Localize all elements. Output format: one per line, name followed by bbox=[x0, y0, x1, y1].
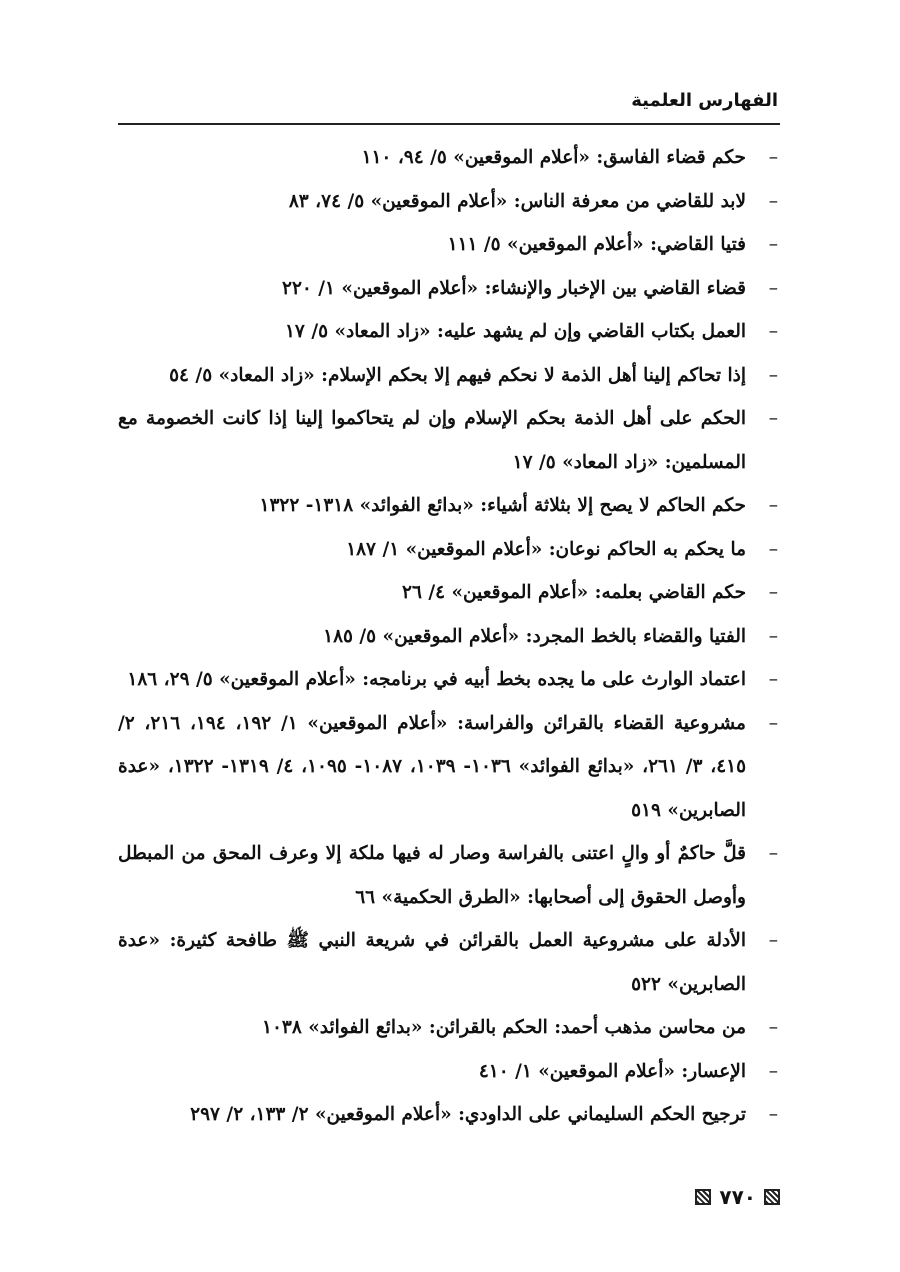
index-entry bbox=[118, 267, 778, 311]
index-entry bbox=[118, 397, 778, 484]
index-entry bbox=[118, 180, 778, 224]
entry-text: حكم الحاكم لا يصح إلا بثلاثة أشياء: «بدائع الفوائد» ١٣١٨- ١٣٢٢ bbox=[259, 495, 746, 516]
index-entry bbox=[118, 1050, 778, 1094]
index-entry bbox=[118, 528, 778, 572]
entry-text: مشروعية القضاء بالقرائن والفراسة: «أعلام الموقعين» ١/ ١٩٢، ١٩٤، ٢١٦، ٢/ ٤١٥، ٣/ ٢٦١، «بدائع الفوائد» ١٠٣٦- ١٠٣٩، ١٠٨٧- ١٠٩٥، ٤/ ١٣١٩- ١٣٢٢، «عدة الصابرين» ٥١٩ bbox=[118, 712, 747, 821]
entry-dash: – bbox=[768, 712, 778, 734]
ornament-icon bbox=[695, 1189, 711, 1205]
entry-text: حكم القاضي بعلمه: «أعلام الموقعين» ٤/ ٢٦ bbox=[402, 582, 746, 603]
entry-dash: – bbox=[768, 277, 778, 299]
index-entry bbox=[118, 832, 778, 919]
entry-text: لابد للقاضي من معرفة الناس: «أعلام الموقعين» ٥/ ٧٤، ٨٣ bbox=[288, 190, 746, 212]
index-entry bbox=[118, 1006, 778, 1050]
page-number: ٧٧٠ bbox=[719, 1185, 756, 1209]
entry-text: إذا تحاكم إلينا أهل الذمة لا نحكم فيهم إلا بحكم الإسلام: «زاد المعاد» ٥/ ٥٤ bbox=[169, 364, 746, 386]
entry-text: الفتيا والقضاء بالخط المجرد: «أعلام الموقعين» ٥/ ١٨٥ bbox=[323, 625, 746, 647]
entry-dash: – bbox=[768, 582, 778, 603]
ornament-icon bbox=[764, 1189, 780, 1205]
page-footer bbox=[695, 1185, 780, 1209]
entry-text: من محاسن مذهب أحمد: الحكم بالقرائن: «بدائع الفوائد» ١٠٣٨ bbox=[262, 1017, 746, 1038]
entry-dash: – bbox=[768, 843, 778, 864]
entry-dash: – bbox=[768, 190, 778, 212]
entry-dash: – bbox=[768, 495, 778, 516]
entry-text: الأدلة على مشروعية العمل بالقرائن في شريعة النبي ﷺ طافحة كثيرة: «عدة الصابرين» ٥٢٢ bbox=[118, 930, 746, 995]
entry-dash: – bbox=[768, 234, 778, 255]
running-head-title: الفهارس العلمية bbox=[631, 90, 778, 111]
entry-dash: – bbox=[768, 321, 778, 342]
entry-text: فتيا القاضي: «أعلام الموقعين» ٥/ ١١١ bbox=[447, 234, 746, 255]
entry-dash: – bbox=[768, 1104, 778, 1125]
index-entry bbox=[118, 354, 778, 398]
index-entry bbox=[118, 658, 778, 702]
entry-text: حكم قضاء الفاسق: «أعلام الموقعين» ٥/ ٩٤، ١١٠ bbox=[361, 147, 746, 168]
entry-dash: – bbox=[768, 669, 778, 690]
entry-dash: – bbox=[768, 930, 778, 951]
header-rule bbox=[118, 123, 780, 125]
index-entry bbox=[118, 310, 778, 354]
index-entry bbox=[118, 484, 778, 528]
entry-text: العمل بكتاب القاضي وإن لم يشهد عليه: «زاد المعاد» ٥/ ١٧ bbox=[285, 321, 746, 342]
index-entries bbox=[118, 136, 778, 1137]
entry-dash: – bbox=[768, 625, 778, 647]
entry-text: قلَّ حاكمٌ أو والٍ اعتنى بالفراسة وصار له فيها ملكة إلا وعرف المحق من المبطل وأوصل الحقوق إلى أصحابها: «الطرق الحكمية» ٦٦ bbox=[118, 843, 746, 908]
entry-text: اعتماد الوارث على ما يجده بخط أبيه في برنامجه: «أعلام الموقعين» ٥/ ٢٩، ١٨٦ bbox=[127, 669, 746, 690]
entry-dash: – bbox=[768, 364, 778, 386]
index-entry bbox=[118, 615, 778, 659]
index-entry bbox=[118, 919, 778, 1006]
entry-text: الحكم على أهل الذمة بحكم الإسلام وإن لم يتحاكموا إلينا إذا كانت الخصومة مع المسلمين: «زاد المعاد» ٥/ ١٧ bbox=[118, 408, 746, 473]
entry-text: الإعسار: «أعلام الموقعين» ١/ ٤١٠ bbox=[478, 1060, 746, 1082]
entry-dash: – bbox=[768, 538, 778, 560]
entry-text: ترجيح الحكم السليماني على الداودي: «أعلام الموقعين» ٢/ ١٣٣، ٢/ ٢٩٧ bbox=[190, 1104, 746, 1125]
index-entry bbox=[118, 571, 778, 615]
entry-dash: – bbox=[768, 147, 778, 168]
index-entry bbox=[118, 136, 778, 180]
entry-dash: – bbox=[768, 1017, 778, 1038]
entry-dash: – bbox=[768, 408, 778, 429]
entry-text: قضاء القاضي بين الإخبار والإنشاء: «أعلام الموقعين» ١/ ٢٢٠ bbox=[282, 277, 746, 299]
index-entry bbox=[118, 702, 778, 833]
entry-dash: – bbox=[768, 1060, 778, 1082]
index-entry bbox=[118, 1093, 778, 1137]
entry-text: ما يحكم به الحاكم نوعان: «أعلام الموقعين» ١/ ١٨٧ bbox=[346, 538, 746, 560]
index-entry bbox=[118, 223, 778, 267]
